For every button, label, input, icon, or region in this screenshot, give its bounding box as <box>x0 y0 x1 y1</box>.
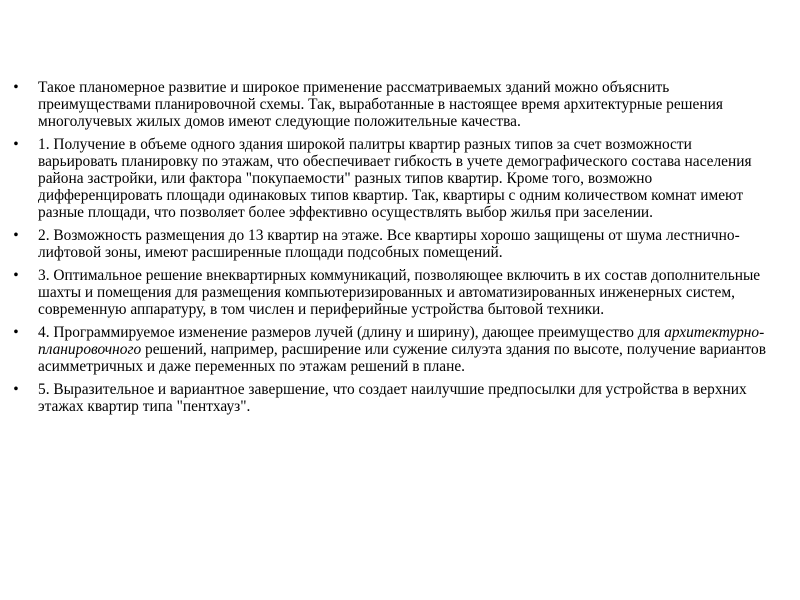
bullet-text: 3. Оптимальное решение внеквартирных коммуникаций, позволяющее включить в их состав дополнительные шахты и помещения для размещения компьютеризированных и автоматизированных инженерных систем, современную аппаратуру, в том числен и периферийные устройства бытовой техники. <box>38 267 761 318</box>
bullet-marker: • <box>13 79 19 96</box>
bullet-item-5 <box>10 381 770 415</box>
bullet-item-4 <box>10 324 770 375</box>
bullet-list <box>10 79 770 415</box>
bullet-marker: • <box>13 227 19 244</box>
bullet-marker: • <box>13 324 19 341</box>
bullet-text: 5. Выразительное и вариантное завершение, что создает наилучшие предпосылки для устройства в верхних этажах квартир типа "пентхауз". <box>38 381 747 415</box>
bullet-marker: • <box>13 136 19 153</box>
bullet-item-2 <box>10 227 770 261</box>
bullet-text: 1. Получение в объеме одного здания широкой палитры квартир разных типов за счет возможности варьировать планировку по этажам, что обеспечивает гибкость в учете демографического состава населения района застройки, или фактора "покупаемости" разных типов квартир. Кроме того, возможно дифференцировать площади одинаковых типов квартир. Так, квартиры с одним количеством комнат имеют разные площади, что позволяет более эффективно осуществлять выбор жилья при заселении. <box>38 136 752 221</box>
bullet-text: Такое планомерное развитие и широкое применение рассматриваемых зданий можно объяснить преимуществами планировочной схемы. Так, выработанные в настоящее время архитектурные решения многолучевых жилых домов имеют следующие положительные качества. <box>38 79 723 130</box>
bullet-text: 2. Возможность размещения до 13 квартир на этаже. Все квартиры хорошо защищены от шума лестнично-лифтовой зоны, имеют расширенные площади подсобных помещений. <box>38 227 740 261</box>
bullet-marker: • <box>13 381 19 398</box>
bullet-text-before: 4. Программируемое изменение размеров лучей (длину и ширину), дающее преимущество для <box>38 324 665 341</box>
bullet-item-intro <box>10 79 770 130</box>
bullet-item-1 <box>10 136 770 221</box>
bullet-text-italic: архитектурно-планировочного <box>38 324 765 358</box>
bullet-item-3 <box>10 267 770 318</box>
bullet-text-after: решений, например, расширение или сужение силуэта здания по высоте, получение вариантов асимметричных и даже переменных по этажам решений в плане. <box>38 341 766 375</box>
bullet-marker: • <box>13 267 19 284</box>
slide-body <box>10 79 770 421</box>
